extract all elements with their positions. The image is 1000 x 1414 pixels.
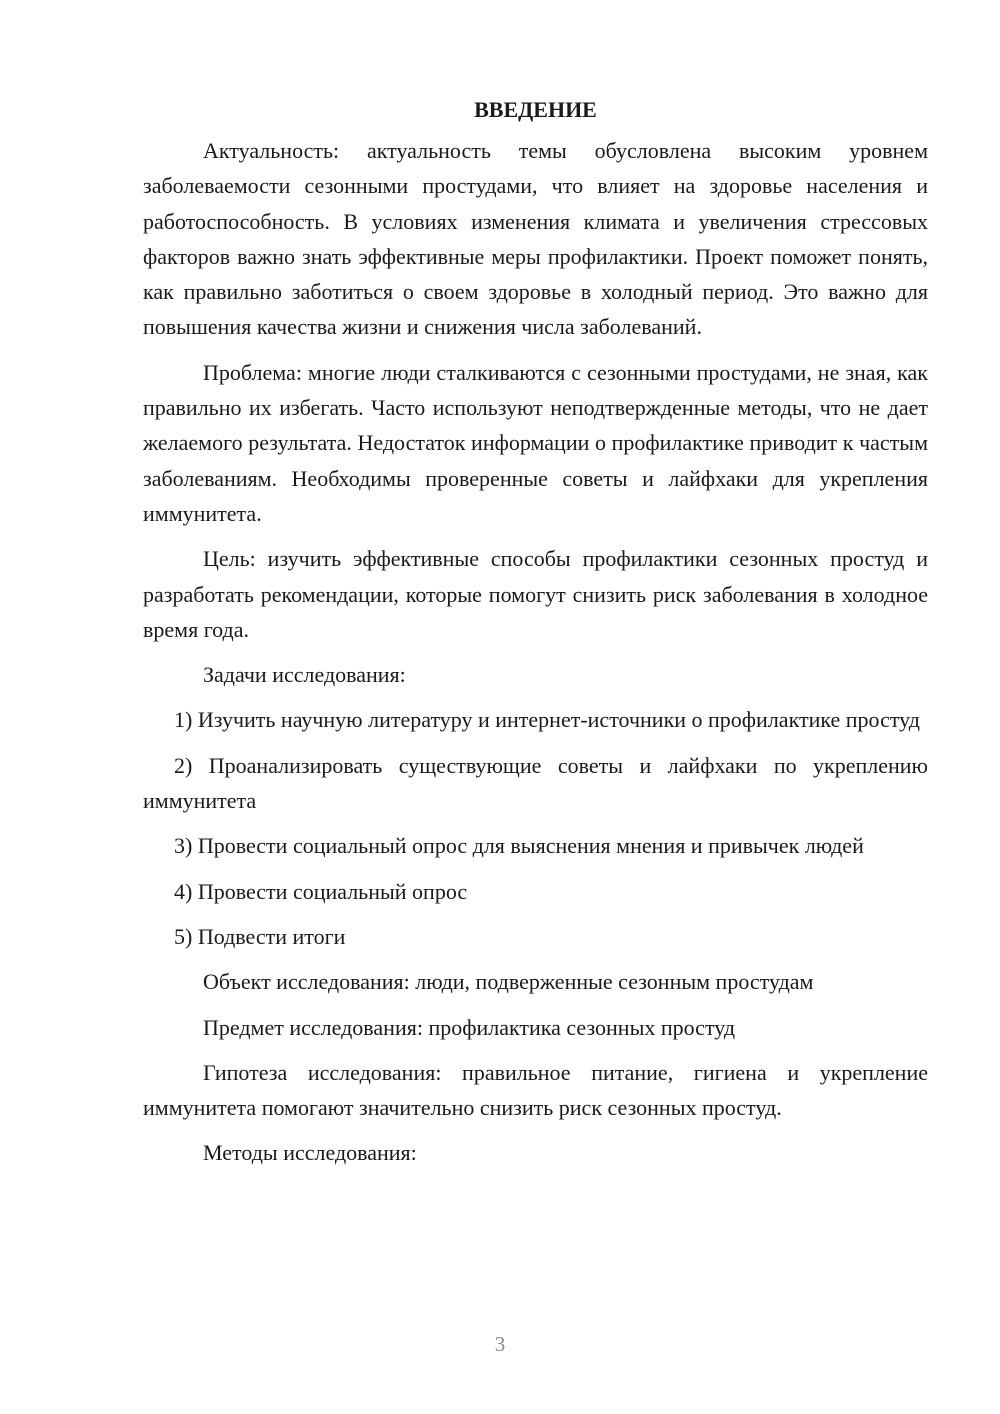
page-content bbox=[143, 92, 928, 1181]
task-item-5: 5) Подвести итоги bbox=[174, 923, 346, 949]
tasks-heading: Задачи исследования: bbox=[203, 662, 406, 688]
hypothesis-paragraph: Гипотеза исследования: правильное питание, гигиена и укрепление иммунитета помогают значительно снизить риск сезонных простуд. bbox=[143, 1059, 928, 1121]
page-number: 3 bbox=[494, 1332, 506, 1356]
object-paragraph: Объект исследования: люди, подверженные сезонным простудам bbox=[203, 969, 814, 995]
task-item-3: 3) Провести социальный опрос для выяснения мнения и привычек людей bbox=[174, 833, 864, 859]
task-item-1: 1) Изучить научную литературу и интернет-источники о профилактике простуд bbox=[174, 707, 920, 733]
task-item-4: 4) Провести социальный опрос bbox=[174, 878, 468, 904]
methods-heading: Методы исследования: bbox=[203, 1140, 417, 1166]
relevance-paragraph: Актуальность: актуальность темы обусловлена высоким уровнем заболеваемости сезонными простудами, что влияет на здоровье населения и работоспособность. В условиях изменения климата и увеличения стрессовых факторов важно знать эффективные меры профилактики. Проект поможет понять, как правильно заботиться о своем здоровье в холодный период. Это важно для повышения качества жизни и снижения числа заболеваний. bbox=[143, 138, 928, 340]
subject-paragraph: Предмет исследования: профилактика сезонных простуд bbox=[203, 1014, 736, 1040]
page-title: ВВЕДЕНИЕ bbox=[474, 97, 597, 122]
goal-paragraph: Цель: изучить эффективные способы профилактики сезонных простуд и разработать рекомендации, которые помогут снизить риск заболевания в холодное время года. bbox=[143, 546, 928, 642]
problem-paragraph: Проблема: многие люди сталкиваются с сезонными простудами, не зная, как правильно их избегать. Часто используют неподтвержденные методы, что не дает желаемого результата. Недостаток информации о профилактике приводит к частым заболеваниям. Необходимы проверенные советы и лайфхаки для укрепления иммунитета. bbox=[143, 359, 928, 526]
task-item-2: 2) Проанализировать существующие советы и лайфхаки по укреплению иммунитета bbox=[143, 752, 928, 814]
